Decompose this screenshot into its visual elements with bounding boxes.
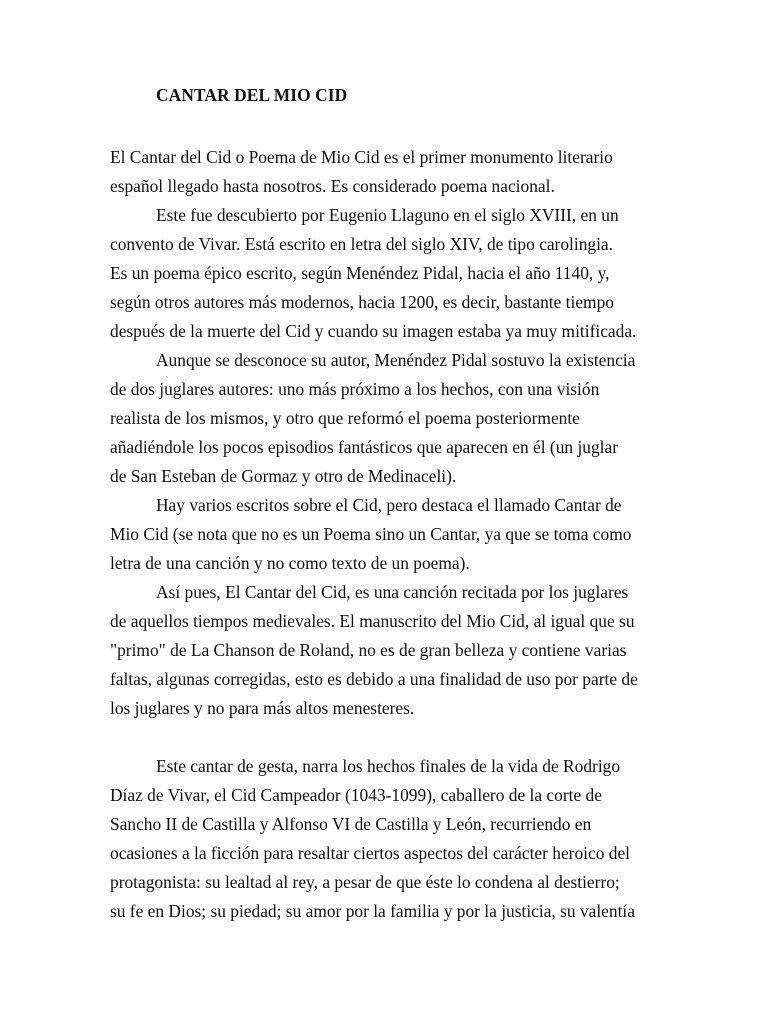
text-line: Este cantar de gesta, narra los hechos finales de la vida de Rodrigo <box>156 756 621 776</box>
text-line: español llegado hasta nosotros. Es considerado poema nacional. <box>110 176 555 196</box>
text-line: según otros autores más modernos, hacia 1200, es decir, bastante tiempo <box>110 292 614 312</box>
text-line: Aunque se desconoce su autor, Menéndez Pidal sostuvo la existencia <box>156 350 636 370</box>
text-line: realista de los mismos, y otro que reformó el poema posteriormente <box>110 408 580 428</box>
text-line: después de la muerte del Cid y cuando su imagen estaba ya muy mitificada. <box>110 321 637 341</box>
text-line: Este fue descubierto por Eugenio Llaguno en el siglo XVIII, en un <box>156 205 619 225</box>
text-line: Díaz de Vivar, el Cid Campeador (1043-1099), caballero de la corte de <box>110 785 602 805</box>
text-line: de dos juglares autores: uno más próximo a los hechos, con una visión <box>110 379 600 399</box>
text-line: convento de Vivar. Está escrito en letra del siglo XIV, de tipo carolingia. <box>110 234 613 254</box>
text-line: ocasiones a la ficción para resaltar ciertos aspectos del carácter heroico del <box>110 843 630 863</box>
text-line: su fe en Dios; su piedad; su amor por la familia y por la justicia, su valentía <box>110 901 635 921</box>
text-line: "primo" de La Chanson de Roland, no es de gran belleza y contiene varias <box>110 640 627 660</box>
text-line: de aquellos tiempos medievales. El manuscrito del Mio Cid, al igual que su <box>110 611 635 631</box>
text-line: Es un poema épico escrito, según Menéndez Pidal, hacia el año 1140, y, <box>110 263 610 283</box>
text-line: añadiéndole los pocos episodios fantásticos que aparecen en él (un juglar <box>110 437 619 457</box>
text-line: letra de una canción y no como texto de un poema). <box>110 553 470 573</box>
document-title: CANTAR DEL MIO CID <box>156 85 348 105</box>
text-line: los juglares y no para más altos menesteres. <box>110 698 415 718</box>
text-line: Hay varios escritos sobre el Cid, pero destaca el llamado Cantar de <box>156 495 622 515</box>
text-line: de San Esteban de Gormaz y otro de Medinaceli). <box>110 466 457 486</box>
text-line: Así pues, El Cantar del Cid, es una canción recitada por los juglares <box>156 582 629 602</box>
text-line: Mio Cid (se nota que no es un Poema sino un Cantar, ya que se toma como <box>110 524 632 544</box>
text-line: Sancho II de Castilla y Alfonso VI de Castilla y León, recurriendo en <box>110 814 592 834</box>
text-line: El Cantar del Cid o Poema de Mio Cid es el primer monumento literario <box>110 147 613 167</box>
text-line: protagonista: su lealtad al rey, a pesar de que éste lo condena al destierro; <box>110 872 620 892</box>
text-line: faltas, algunas corregidas, esto es debido a una finalidad de uso por parte de <box>110 669 638 689</box>
